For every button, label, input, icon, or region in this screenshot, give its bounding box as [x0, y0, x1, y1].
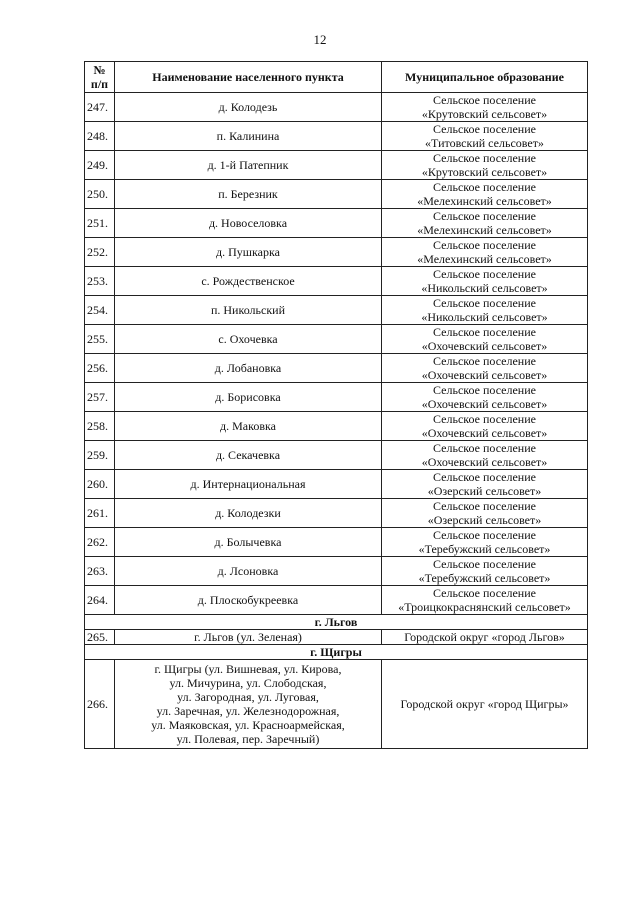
municipality-title: «Озерский сельсовет» — [427, 513, 542, 527]
settlement-name: д. Интернациональная — [115, 470, 382, 499]
municipality-title: «Титовский сельсовет» — [425, 136, 544, 150]
table-row — [85, 267, 588, 296]
municipality-type: Сельское поселение — [433, 586, 536, 600]
settlement-name: с. Охочевка — [115, 325, 382, 354]
municipality-type: Сельское поселение — [433, 557, 536, 571]
street-line: г. Щигры (ул. Вишневая, ул. Кирова, — [154, 662, 342, 676]
municipality-type: Сельское поселение — [433, 296, 536, 310]
municipality-title: «Охочевский сельсовет» — [421, 368, 548, 382]
table-row — [85, 586, 588, 615]
table-row — [85, 630, 588, 645]
street-line: ул. Загородная, ул. Луговая, — [177, 690, 319, 704]
row-number: 265. — [85, 630, 115, 645]
table-row — [85, 209, 588, 238]
table-row — [85, 93, 588, 122]
municipality-name — [382, 122, 588, 151]
row-number: 260. — [85, 470, 115, 499]
row-number: 262. — [85, 528, 115, 557]
municipality-name — [382, 557, 588, 586]
street-line: ул. Полевая, пер. Заречный) — [176, 732, 320, 746]
header-number-line1: № — [93, 63, 106, 77]
row-number: 264. — [85, 586, 115, 615]
table-row — [85, 499, 588, 528]
row-number: 256. — [85, 354, 115, 383]
municipality-title: «Охочевский сельсовет» — [421, 397, 548, 411]
municipality-title: «Мелехинский сельсовет» — [417, 252, 552, 266]
municipality-name — [382, 93, 588, 122]
settlement-name — [115, 660, 382, 749]
street-line: ул. Мичурина, ул. Слободская, — [169, 676, 327, 690]
municipality-name — [382, 267, 588, 296]
settlement-name: д. Колодезки — [115, 499, 382, 528]
table-row — [85, 660, 588, 749]
municipality-title: «Охочевский сельсовет» — [421, 339, 548, 353]
header-settlement-name: Наименование населенного пункта — [115, 62, 382, 93]
row-number: 247. — [85, 93, 115, 122]
municipality-type: Сельское поселение — [433, 470, 536, 484]
page-number: 12 — [313, 32, 327, 47]
header-municipality: Муниципальное образование — [382, 62, 588, 93]
settlement-name: д. 1-й Патепник — [115, 151, 382, 180]
settlement-name: д. Борисовка — [115, 383, 382, 412]
settlement-name: с. Рождественское — [115, 267, 382, 296]
settlement-name: д. Плоскобукреевка — [115, 586, 382, 615]
row-number: 249. — [85, 151, 115, 180]
row-number: 250. — [85, 180, 115, 209]
municipality-title: «Теребужский сельсовет» — [418, 542, 551, 556]
settlement-name: д. Колодезь — [115, 93, 382, 122]
table-row — [85, 470, 588, 499]
settlements-table — [84, 61, 588, 749]
municipality-title: «Охочевский сельсовет» — [421, 455, 548, 469]
municipality-name — [382, 412, 588, 441]
municipality-title: «Никольский сельсовет» — [421, 281, 548, 295]
table-row — [85, 238, 588, 267]
section-title-lgov: г. Льгов — [85, 615, 588, 630]
table-row — [85, 180, 588, 209]
municipality-name — [382, 151, 588, 180]
municipality-title: «Теребужский сельсовет» — [418, 571, 551, 585]
municipality-type: Сельское поселение — [433, 151, 536, 165]
municipality-title: «Мелехинский сельсовет» — [417, 223, 552, 237]
settlement-name: д. Новоселовка — [115, 209, 382, 238]
municipality-type: Сельское поселение — [433, 325, 536, 339]
settlement-name: д. Маковка — [115, 412, 382, 441]
section-title-shchigry: г. Щигры — [85, 645, 588, 660]
settlement-name: п. Никольский — [115, 296, 382, 325]
municipality-type: Сельское поселение — [433, 238, 536, 252]
table-row — [85, 151, 588, 180]
municipality-name — [382, 325, 588, 354]
municipality-type: Сельское поселение — [433, 441, 536, 455]
municipality-title: «Крутовский сельсовет» — [421, 107, 548, 121]
row-number: 255. — [85, 325, 115, 354]
municipality-name — [382, 354, 588, 383]
municipality-type: Сельское поселение — [433, 354, 536, 368]
municipality-name: Городской округ «город Льгов» — [382, 630, 588, 645]
municipality-name — [382, 238, 588, 267]
table-row — [85, 296, 588, 325]
municipality-name — [382, 441, 588, 470]
settlement-name: п. Калинина — [115, 122, 382, 151]
row-number: 261. — [85, 499, 115, 528]
settlement-name: г. Льгов (ул. Зеленая) — [115, 630, 382, 645]
municipality-title: «Мелехинский сельсовет» — [417, 194, 552, 208]
municipality-type: Сельское поселение — [433, 180, 536, 194]
municipality-name: Городской округ «город Щигры» — [382, 660, 588, 749]
municipality-name — [382, 296, 588, 325]
row-number: 266. — [85, 660, 115, 749]
row-number: 259. — [85, 441, 115, 470]
municipality-type: Сельское поселение — [433, 93, 536, 107]
table-row — [85, 557, 588, 586]
settlement-name: д. Лсоновка — [115, 557, 382, 586]
municipality-title: «Озерский сельсовет» — [427, 484, 542, 498]
header-number-line2: п/п — [90, 77, 109, 91]
table-row — [85, 412, 588, 441]
settlement-name: п. Березник — [115, 180, 382, 209]
table-row — [85, 122, 588, 151]
section-row-lgov — [85, 615, 588, 630]
header-number — [85, 62, 115, 93]
table-row — [85, 441, 588, 470]
municipality-type: Сельское поселение — [433, 209, 536, 223]
section-row-shchigry — [85, 645, 588, 660]
settlement-name: д. Болычевка — [115, 528, 382, 557]
table-header-row — [85, 62, 588, 93]
table-row — [85, 383, 588, 412]
row-number: 257. — [85, 383, 115, 412]
row-number: 253. — [85, 267, 115, 296]
settlement-name: д. Лобановка — [115, 354, 382, 383]
row-number: 248. — [85, 122, 115, 151]
municipality-name — [382, 470, 588, 499]
municipality-name — [382, 586, 588, 615]
row-number: 258. — [85, 412, 115, 441]
table-row — [85, 354, 588, 383]
table-row — [85, 325, 588, 354]
municipality-type: Сельское поселение — [433, 412, 536, 426]
municipality-name — [382, 209, 588, 238]
municipality-title: «Охочевский сельсовет» — [421, 426, 548, 440]
street-line: ул. Маяковская, ул. Красноармейская, — [151, 718, 345, 732]
municipality-type: Сельское поселение — [433, 122, 536, 136]
municipality-title: «Троицкокраснянский сельсовет» — [398, 600, 571, 614]
municipality-name — [382, 383, 588, 412]
table-row — [85, 528, 588, 557]
municipality-type: Сельское поселение — [433, 499, 536, 513]
row-number: 263. — [85, 557, 115, 586]
street-line: ул. Заречная, ул. Железнодорожная, — [156, 704, 340, 718]
municipality-type: Сельское поселение — [433, 528, 536, 542]
municipality-name — [382, 180, 588, 209]
row-number: 251. — [85, 209, 115, 238]
row-number: 252. — [85, 238, 115, 267]
municipality-title: «Никольский сельсовет» — [421, 310, 548, 324]
municipality-title: «Крутовский сельсовет» — [421, 165, 548, 179]
settlement-name: д. Секачевка — [115, 441, 382, 470]
row-number: 254. — [85, 296, 115, 325]
municipality-name — [382, 499, 588, 528]
municipality-type: Сельское поселение — [433, 267, 536, 281]
settlement-name: д. Пушкарка — [115, 238, 382, 267]
municipality-type: Сельское поселение — [433, 383, 536, 397]
municipality-name — [382, 528, 588, 557]
